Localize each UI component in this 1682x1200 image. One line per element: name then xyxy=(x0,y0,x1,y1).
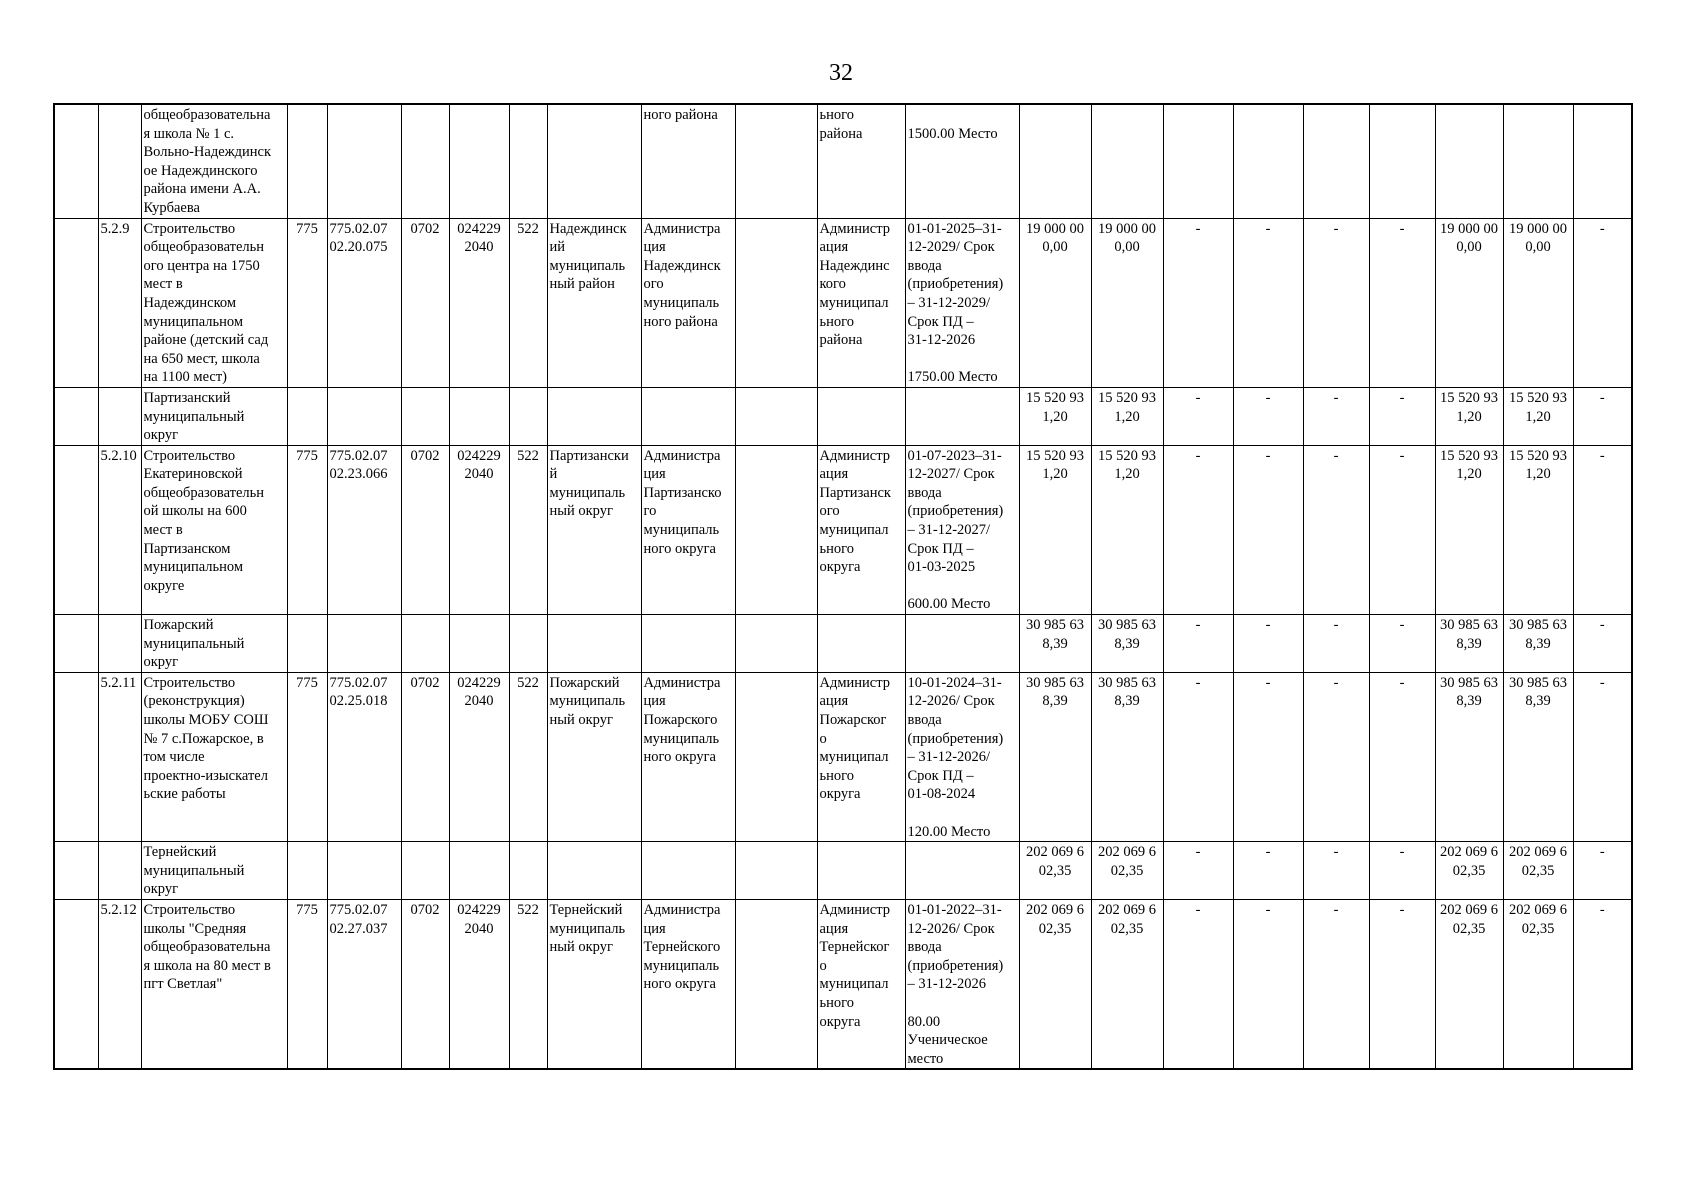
table-cell: 19 000 00 0,00 xyxy=(1503,218,1573,387)
table-cell: - xyxy=(1369,899,1435,1069)
table-cell xyxy=(98,387,141,445)
table-cell: - xyxy=(1573,445,1632,614)
table-cell: - xyxy=(1303,218,1369,387)
table-cell: - xyxy=(1303,445,1369,614)
table-cell: 30 985 63 8,39 xyxy=(1091,615,1163,673)
page-number: 32 xyxy=(829,60,853,86)
table-cell xyxy=(449,842,509,900)
table-cell: Администр ация Тернейског о муниципал ьного округа xyxy=(817,899,905,1069)
table-cell: 522 xyxy=(509,672,547,841)
table-cell: 775.02.07 02.23.066 xyxy=(327,445,401,614)
table-cell: 15 520 93 1,20 xyxy=(1019,445,1091,614)
table-cell: 202 069 6 02,35 xyxy=(1019,899,1091,1069)
table-cell xyxy=(817,842,905,900)
table-cell: - xyxy=(1369,672,1435,841)
table-cell: - xyxy=(1233,842,1303,900)
table-cell: 30 985 63 8,39 xyxy=(1091,672,1163,841)
table-cell xyxy=(287,615,327,673)
table-row xyxy=(54,387,1632,445)
table-cell xyxy=(401,387,449,445)
table-cell xyxy=(509,104,547,218)
table-cell: общеобразовательна я школа № 1 с. Вольно-Надеждинск ое Надеждинского района имени А.А. Курбаева xyxy=(141,104,287,218)
table-cell xyxy=(54,445,98,614)
table-cell xyxy=(327,842,401,900)
table-cell: 15 520 93 1,20 xyxy=(1503,387,1573,445)
table-row xyxy=(54,218,1632,387)
table-cell xyxy=(98,615,141,673)
table-cell xyxy=(735,672,817,841)
table-cell: ного района xyxy=(641,104,735,218)
table-cell: - xyxy=(1303,672,1369,841)
table-cell: - xyxy=(1163,218,1233,387)
table-cell: - xyxy=(1163,445,1233,614)
table-cell xyxy=(327,615,401,673)
table-cell: - xyxy=(1573,842,1632,900)
table-cell: Администра ция Партизанско го муниципаль ного округа xyxy=(641,445,735,614)
table-cell: 522 xyxy=(509,899,547,1069)
table-cell: 19 000 00 0,00 xyxy=(1091,218,1163,387)
table-cell: 15 520 93 1,20 xyxy=(1019,387,1091,445)
table-cell: 5.2.9 xyxy=(98,218,141,387)
table-cell xyxy=(54,615,98,673)
table-cell: 775 xyxy=(287,218,327,387)
table-cell: 15 520 93 1,20 xyxy=(1435,445,1503,614)
table-cell: - xyxy=(1369,615,1435,673)
table-cell xyxy=(735,445,817,614)
table-cell: - xyxy=(1233,387,1303,445)
table-cell xyxy=(54,842,98,900)
table-body xyxy=(54,104,1632,1069)
table-cell: Администра ция Надеждинск ого муниципаль ного района xyxy=(641,218,735,387)
table-cell xyxy=(547,104,641,218)
table-cell: 15 520 93 1,20 xyxy=(1091,387,1163,445)
table-row xyxy=(54,615,1632,673)
table-cell: 10-01-2024–31- 12-2026/ Срок ввода (приобретения) – 31-12-2026/ Срок ПД – 01-08-2024 120.00 Место xyxy=(905,672,1019,841)
table-cell: - xyxy=(1163,672,1233,841)
table-cell xyxy=(327,387,401,445)
table-cell: - xyxy=(1303,899,1369,1069)
table-row xyxy=(54,899,1632,1069)
table-cell xyxy=(735,218,817,387)
table-cell: - xyxy=(1233,445,1303,614)
table-cell xyxy=(98,842,141,900)
table-cell: Надеждинск ий муниципаль ный район xyxy=(547,218,641,387)
table-cell xyxy=(905,615,1019,673)
table-cell: 5.2.11 xyxy=(98,672,141,841)
table-cell: 01-07-2023–31- 12-2027/ Срок ввода (приобретения) – 31-12-2027/ Срок ПД – 01-03-2025 600.00 Место xyxy=(905,445,1019,614)
table-cell xyxy=(641,387,735,445)
table-cell: 775 xyxy=(287,445,327,614)
table-cell: 775.02.07 02.27.037 xyxy=(327,899,401,1069)
table-cell: - xyxy=(1163,899,1233,1069)
table-cell: 202 069 6 02,35 xyxy=(1503,899,1573,1069)
table-cell xyxy=(54,899,98,1069)
table-cell: - xyxy=(1303,615,1369,673)
table-cell: 775 xyxy=(287,899,327,1069)
table-cell: - xyxy=(1573,218,1632,387)
table-row xyxy=(54,842,1632,900)
table-cell xyxy=(905,842,1019,900)
table-cell: - xyxy=(1573,615,1632,673)
table-cell: 1500.00 Место xyxy=(905,104,1019,218)
table-cell xyxy=(1369,104,1435,218)
table-cell xyxy=(449,387,509,445)
table-cell xyxy=(98,104,141,218)
table-cell xyxy=(735,615,817,673)
table-cell xyxy=(401,615,449,673)
table-cell: 775.02.07 02.20.075 xyxy=(327,218,401,387)
table-cell: 30 985 63 8,39 xyxy=(1435,672,1503,841)
table-cell: - xyxy=(1233,615,1303,673)
table-cell: 0702 xyxy=(401,218,449,387)
table-cell: Тернейский муниципаль ный округ xyxy=(547,899,641,1069)
table-cell xyxy=(1503,104,1573,218)
table-cell xyxy=(817,387,905,445)
table-cell: Пожарский муниципаль ный округ xyxy=(547,672,641,841)
table-cell: Тернейский муниципальный округ xyxy=(141,842,287,900)
table-cell: 30 985 63 8,39 xyxy=(1019,672,1091,841)
table-cell xyxy=(401,104,449,218)
table-cell: 024229 2040 xyxy=(449,445,509,614)
table-cell: 01-01-2022–31- 12-2026/ Срок ввода (приобретения) – 31-12-2026 80.00 Ученическое место xyxy=(905,899,1019,1069)
table-cell: 30 985 63 8,39 xyxy=(1503,615,1573,673)
table-cell xyxy=(1019,104,1091,218)
table-cell: Администра ция Пожарского муниципаль ного округа xyxy=(641,672,735,841)
table-cell: - xyxy=(1233,218,1303,387)
table-cell xyxy=(54,672,98,841)
table-cell xyxy=(735,104,817,218)
table-row xyxy=(54,672,1632,841)
table-cell xyxy=(509,387,547,445)
table-cell: Партизански й муниципаль ный округ xyxy=(547,445,641,614)
table-cell: 15 520 93 1,20 xyxy=(1435,387,1503,445)
table-cell: 15 520 93 1,20 xyxy=(1503,445,1573,614)
table-cell: 775.02.07 02.25.018 xyxy=(327,672,401,841)
table-cell xyxy=(547,842,641,900)
table-cell: 30 985 63 8,39 xyxy=(1503,672,1573,841)
table-cell xyxy=(1233,104,1303,218)
table-cell: 202 069 6 02,35 xyxy=(1091,899,1163,1069)
table-cell: - xyxy=(1303,842,1369,900)
table-cell xyxy=(287,842,327,900)
table-cell: Пожарский муниципальный округ xyxy=(141,615,287,673)
table-cell xyxy=(547,615,641,673)
table-cell: 775 xyxy=(287,672,327,841)
table-cell xyxy=(287,104,327,218)
table-cell: - xyxy=(1573,899,1632,1069)
table-cell xyxy=(449,615,509,673)
table-cell xyxy=(54,387,98,445)
table-cell: - xyxy=(1163,615,1233,673)
table-cell: 522 xyxy=(509,218,547,387)
table-cell: Партизанский муниципальный округ xyxy=(141,387,287,445)
table-cell: - xyxy=(1573,387,1632,445)
table-cell: 202 069 6 02,35 xyxy=(1503,842,1573,900)
table-cell xyxy=(1435,104,1503,218)
table-cell: - xyxy=(1163,842,1233,900)
table-cell: Администр ация Надеждинс кого муниципал ьного района xyxy=(817,218,905,387)
table-cell: - xyxy=(1303,387,1369,445)
table-cell: 01-01-2025–31- 12-2029/ Срок ввода (приобретения) – 31-12-2029/ Срок ПД – 31-12-2026 1750.00 Место xyxy=(905,218,1019,387)
table-cell xyxy=(905,387,1019,445)
budget-table xyxy=(53,103,1633,1070)
table-cell xyxy=(401,842,449,900)
table-cell xyxy=(641,615,735,673)
table-cell: Администра ция Тернейского муниципаль ного округа xyxy=(641,899,735,1069)
table-cell: 024229 2040 xyxy=(449,899,509,1069)
table-cell: Строительство (реконструкция) школы МОБУ СОШ № 7 с.Пожарское, в том числе проектно-изыскател ьские работы xyxy=(141,672,287,841)
table-cell: 0702 xyxy=(401,672,449,841)
table-cell: 30 985 63 8,39 xyxy=(1019,615,1091,673)
table-row xyxy=(54,104,1632,218)
table-row xyxy=(54,445,1632,614)
table-cell: 19 000 00 0,00 xyxy=(1435,218,1503,387)
table-cell: 5.2.12 xyxy=(98,899,141,1069)
table-cell xyxy=(547,387,641,445)
table-cell: 202 069 6 02,35 xyxy=(1435,842,1503,900)
table-cell: 522 xyxy=(509,445,547,614)
table-cell: ьного района xyxy=(817,104,905,218)
table-cell: - xyxy=(1369,218,1435,387)
table-cell: 0702 xyxy=(401,445,449,614)
table-cell: Строительство школы "Средняя общеобразовательна я школа на 80 мест в пгт Светлая" xyxy=(141,899,287,1069)
table-cell: 024229 2040 xyxy=(449,218,509,387)
table-cell xyxy=(1573,104,1632,218)
table-cell: - xyxy=(1369,842,1435,900)
table-cell: 0702 xyxy=(401,899,449,1069)
table-cell: 202 069 6 02,35 xyxy=(1019,842,1091,900)
table-cell xyxy=(641,842,735,900)
table-cell xyxy=(1303,104,1369,218)
table-cell xyxy=(817,615,905,673)
table-cell: Администр ация Партизанск ого муниципал ьного округа xyxy=(817,445,905,614)
table-cell: - xyxy=(1163,387,1233,445)
table-cell: - xyxy=(1233,899,1303,1069)
table-cell xyxy=(1163,104,1233,218)
table-cell: Администр ация Пожарског о муниципал ьного округа xyxy=(817,672,905,841)
table-cell: 024229 2040 xyxy=(449,672,509,841)
table-cell: 15 520 93 1,20 xyxy=(1091,445,1163,614)
table-cell xyxy=(735,899,817,1069)
table-cell xyxy=(735,842,817,900)
table-cell xyxy=(509,842,547,900)
table-cell xyxy=(735,387,817,445)
table-cell xyxy=(509,615,547,673)
table-cell xyxy=(449,104,509,218)
table-cell: 202 069 6 02,35 xyxy=(1091,842,1163,900)
table-cell: 30 985 63 8,39 xyxy=(1435,615,1503,673)
table-cell xyxy=(54,218,98,387)
table-cell: Строительство общеобразовательн ого центра на 1750 мест в Надеждинском муниципальном районе (детский сад на 650 мест, школа на 1100 мест) xyxy=(141,218,287,387)
table-cell: - xyxy=(1233,672,1303,841)
table-cell: 202 069 6 02,35 xyxy=(1435,899,1503,1069)
table-cell xyxy=(1091,104,1163,218)
table-cell: 19 000 00 0,00 xyxy=(1019,218,1091,387)
table-cell xyxy=(54,104,98,218)
table-cell: - xyxy=(1369,445,1435,614)
table-cell xyxy=(327,104,401,218)
table-cell xyxy=(287,387,327,445)
table-cell: 5.2.10 xyxy=(98,445,141,614)
table-cell: - xyxy=(1573,672,1632,841)
table-cell: Строительство Екатериновской общеобразовательн ой школы на 600 мест в Партизанском муниципальном округе xyxy=(141,445,287,614)
table-cell: - xyxy=(1369,387,1435,445)
